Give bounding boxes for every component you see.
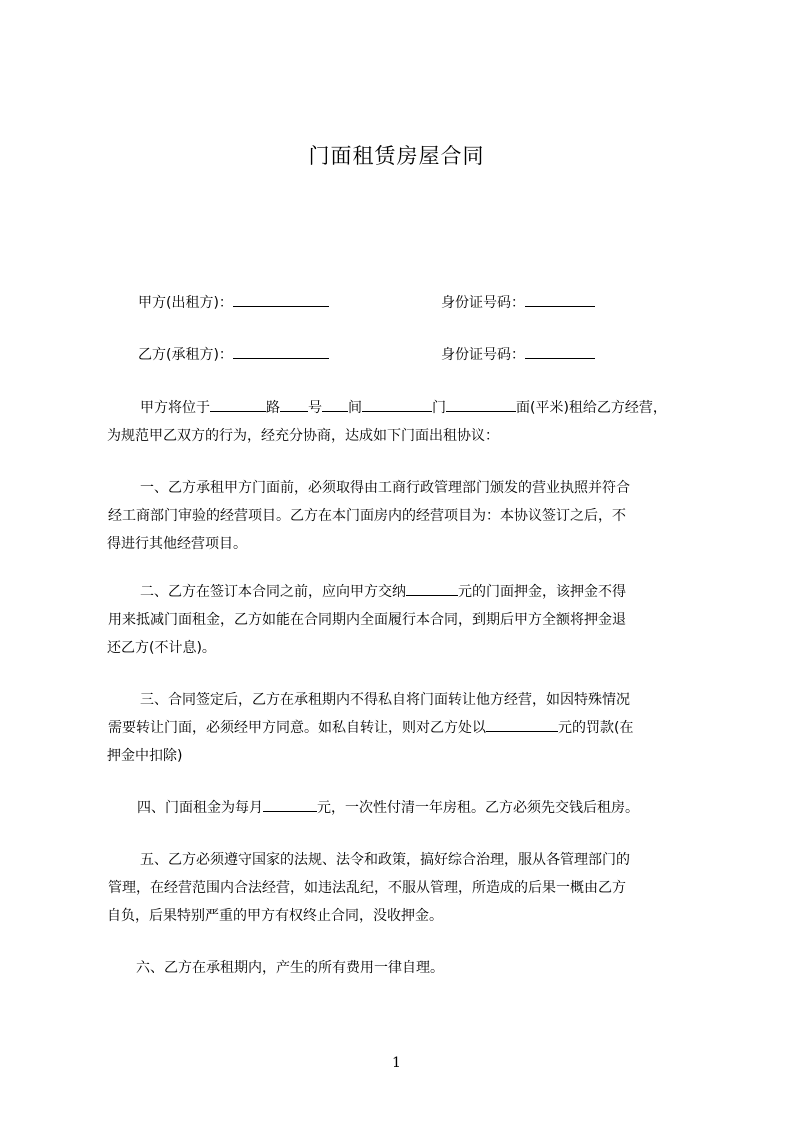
clause-2-text-a: 二、乙方在签订本合同之前，应向甲方交纳 (140, 584, 406, 600)
party-b-id-label: 身份证号码： (441, 347, 525, 363)
party-a-row (138, 292, 525, 313)
party-a-name-blank (233, 292, 329, 307)
deposit-amount-blank (406, 581, 458, 596)
intro-text-5: 门 (432, 400, 446, 416)
clause-3-text-b: 元的罚款(在 (558, 720, 634, 736)
clause-6 (107, 954, 703, 982)
party-b-label: 乙方(承租方)： (138, 347, 233, 363)
page-number: 1 (392, 1055, 401, 1071)
intro-paragraph (107, 394, 703, 450)
clause-2-line-1 (107, 578, 703, 606)
intro-text-3: 号 (308, 400, 322, 416)
clause-2-line-2: 用来抵减门面租金，乙方如能在合同期内全面履行本合同，到期后甲方全额将押金退 (108, 612, 626, 628)
clause-1 (107, 474, 703, 558)
clause-4-text-b: 元，一次性付清一年房租。乙方必须先交钱后租房。 (317, 800, 639, 816)
clause-5 (107, 846, 703, 930)
document-title: 门面租赁房屋合同 (308, 144, 485, 168)
clause-6-line-1: 六、乙方在承租期内，产生的所有费用一律自理。 (136, 960, 444, 976)
clause-3-line-1: 三、合同签定后，乙方在承租期内不得私自将门面转让他方经营，如因特殊情况 (140, 692, 630, 708)
clause-1-line-3: 得进行其他经营项目。 (107, 536, 247, 552)
intro-line-2: 为规范甲乙双方的行为，经充分协商，达成如下门面出租协议： (107, 428, 499, 444)
clause-5-line-1: 五、乙方必须遵守国家的法规、法令和政策，搞好综合治理，服从各管理部门的 (140, 852, 630, 868)
clause-2 (107, 578, 703, 662)
clause-2-text-b: 元的门面押金，该押金不得 (458, 584, 626, 600)
clause-1-line-2: 经工商部门审验的经营项目。乙方在本门面房内的经营项目为：本协议签订之后，不 (108, 508, 626, 524)
penalty-amount-blank (486, 717, 558, 732)
clause-3-text-a: 需要转让门面，必须经甲方同意。如私自转让，则对乙方处以 (108, 720, 486, 736)
party-b-id-blank (525, 344, 595, 359)
intro-text-4: 间 (348, 400, 362, 416)
intro-text-2: 路 (266, 400, 280, 416)
party-a-id-blank (525, 292, 595, 307)
party-a-id-label: 身份证号码： (441, 295, 525, 311)
clause-3-line-3: 押金中扣除) (107, 748, 183, 764)
area-blank (446, 397, 516, 412)
intro-text-1: 甲方将位于 (140, 400, 210, 416)
clause-2-line-3: 还乙方(不计息)。 (107, 640, 216, 656)
clause-4-line-1 (107, 794, 703, 822)
clause-1-line-1: 一、乙方承租甲方门面前，必须取得由工商行政管理部门颁发的营业执照并符合 (140, 480, 630, 496)
number-blank (280, 397, 308, 412)
clause-3-line-2 (107, 714, 703, 742)
clause-5-line-2: 管理，在经营范围内合法经营，如违法乱纪，不服从管理，所造成的后果一概由乙方 (108, 880, 626, 896)
room-blank (322, 397, 348, 412)
intro-line-1 (107, 394, 703, 422)
party-a-id-field (441, 292, 595, 313)
party-b-id-field (441, 344, 595, 365)
road-blank (210, 397, 266, 412)
clause-4 (107, 794, 703, 822)
party-b-row (138, 344, 525, 365)
clause-3 (107, 686, 703, 770)
party-b-name-blank (233, 344, 329, 359)
intro-text-6: 面(平米)租给乙方经营， (516, 400, 667, 416)
party-a-label: 甲方(出租方)： (138, 295, 233, 311)
clause-4-text-a: 四、门面租金为每月 (137, 800, 263, 816)
monthly-rent-blank (263, 797, 317, 812)
clause-5-line-3: 自负，后果特别严重的甲方有权终止合同，没收押金。 (107, 908, 443, 924)
door-blank (362, 397, 432, 412)
